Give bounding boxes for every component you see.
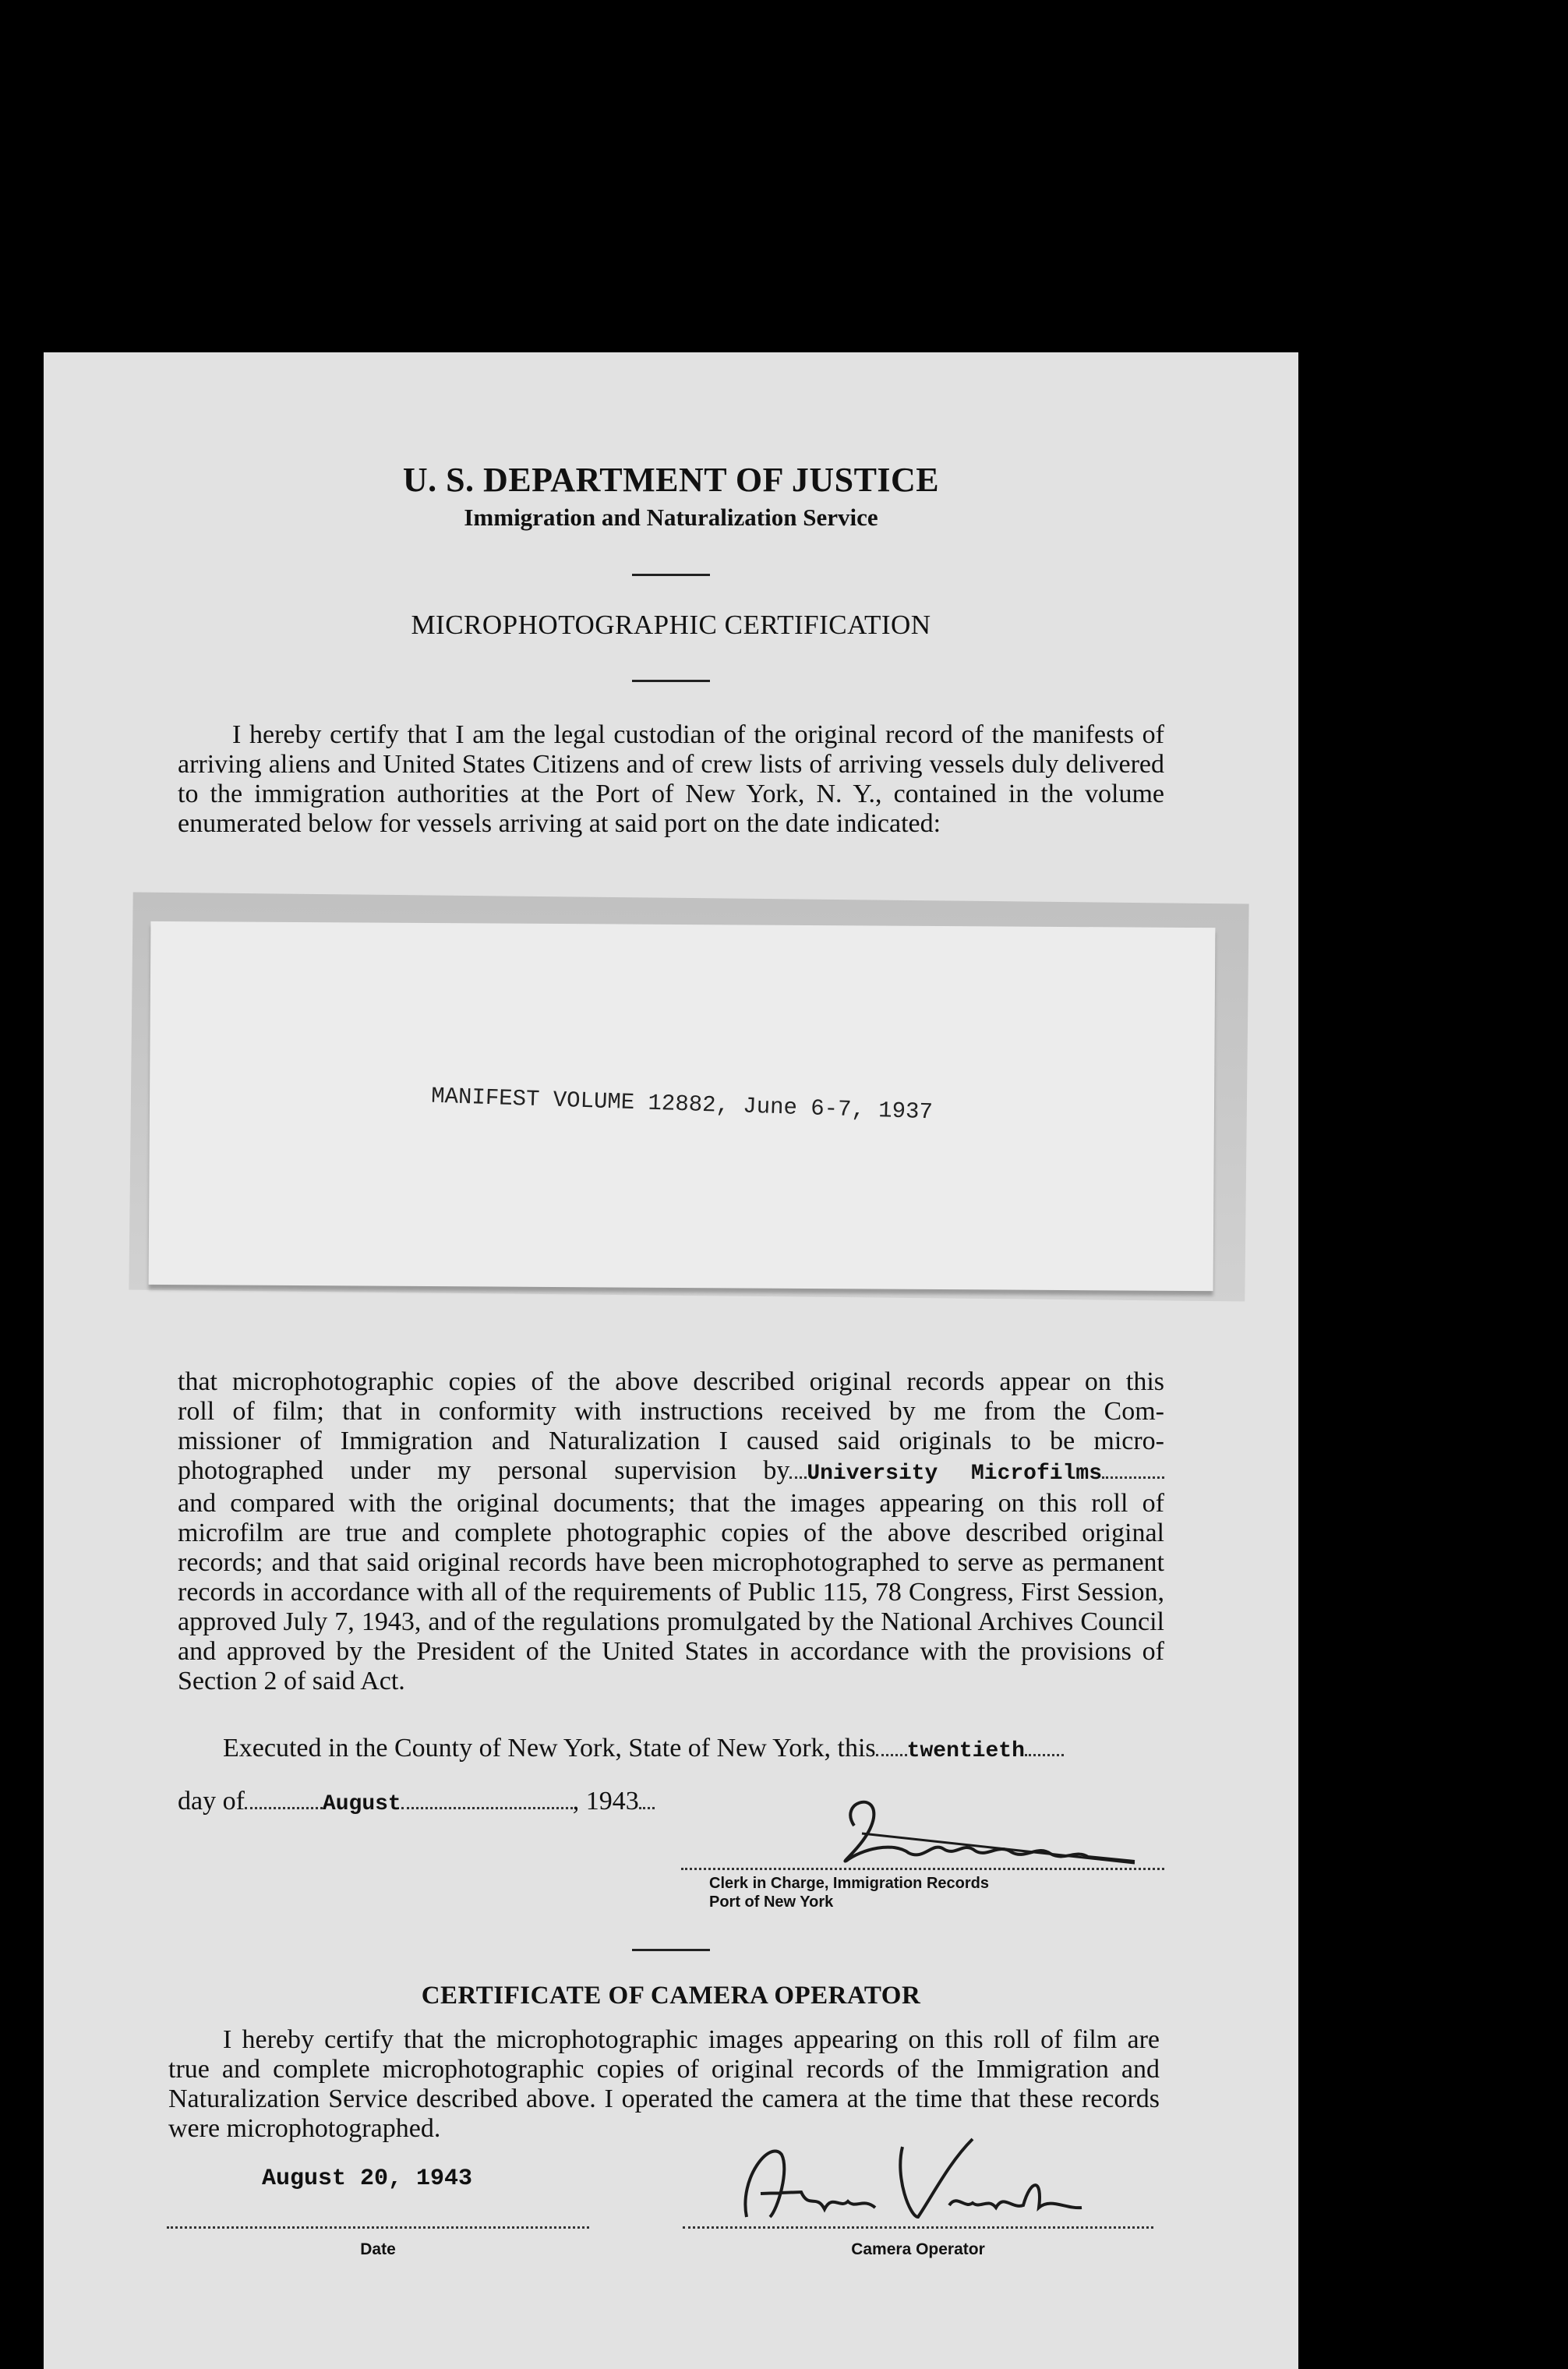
department-heading: U. S. DEPARTMENT OF JUSTICE [402, 461, 940, 499]
date-line [167, 2192, 589, 2229]
execution-month-value: August [322, 1792, 401, 1816]
body-rest-text: and compared with the original documents; that the images appearing on this roll of microfilm are true and complete photographic copies of the above described original records; and that said original records have been microphotographed to serve as permanent records in accordance with all of the requirements of Public 115, 78 Congress, First Session, approved July 7, 1943, and of the regulations promulgated by the National Archives Council and approved by the President of the United States in accordance with the provisions of Section 2 of said Act. [178, 1489, 1164, 1695]
divider-rule-bottom [632, 1949, 710, 1951]
body-paragraph [178, 1367, 1164, 1696]
manifest-card [149, 921, 1216, 1291]
clerk-signature [807, 1787, 1150, 1872]
manifest-volume-text: MANIFEST VOLUME 12882, June 6-7, 1937 [430, 1083, 934, 1126]
clerk-title [709, 1874, 989, 1911]
execution-day-value: twentieth [906, 1739, 1025, 1763]
certificate-page [44, 352, 1298, 2369]
operator-line [683, 2192, 1153, 2229]
service-subheading: Immigration and Naturalization Service [464, 504, 878, 531]
date-value: August 20, 1943 [262, 2166, 473, 2192]
day-of-label: day of [178, 1787, 245, 1816]
execution-text: Executed in the County of New York, State of New York, this [223, 1734, 876, 1763]
camera-certificate-title: CERTIFICATE OF CAMERA OPERATOR [421, 1982, 921, 2010]
certification-paragraph: I hereby certify that I am the legal custodian of the original record of the manifests of arriving aliens and United States Citizens and of crew lists of arriving vessels duly delivered to the immigration authorities at the Port of New York, N. Y., contained in the volume enumerated below for vessels arriving at said port on the date indicated: [178, 720, 1164, 838]
clerk-title-line-1: Clerk in Charge, Immigration Records [709, 1875, 989, 1892]
clerk-signature-line [681, 1862, 1164, 1870]
filmed-by-value: University Microfilms [807, 1462, 1102, 1486]
date-label: Date [360, 2240, 396, 2258]
body-line-4 [178, 1456, 1164, 1489]
divider-rule-top [632, 574, 710, 576]
body-line-3: missioner of Immigration and Naturalization I caused said originals to be micro- [178, 1427, 1164, 1455]
certification-title: MICROPHOTOGRAPHIC CERTIFICATION [411, 610, 931, 640]
operator-label: Camera Operator [851, 2240, 985, 2258]
day-of-line [178, 1787, 655, 1816]
body-line-1: that microphotographic copies of the above described original records appear on this [178, 1367, 1164, 1396]
clerk-title-line-2: Port of New York [709, 1893, 834, 1911]
execution-line [223, 1734, 1164, 1766]
camera-paragraph: I hereby certify that the microphotographic images appearing on this roll of film are true and complete microphotographic copies of original records of the Immigration and Naturalization Service described above. I operated the camera at the time that these records were microphotographed. [168, 2025, 1160, 2143]
body-line-2: roll of film; that in conformity with instructions received by me from the Com- [178, 1397, 1164, 1426]
divider-rule-middle [632, 680, 710, 682]
supervision-text: photographed under my personal supervision by [178, 1456, 790, 1485]
year-prefix: , 194 [572, 1787, 626, 1816]
year-digit: 3 [625, 1787, 639, 1816]
